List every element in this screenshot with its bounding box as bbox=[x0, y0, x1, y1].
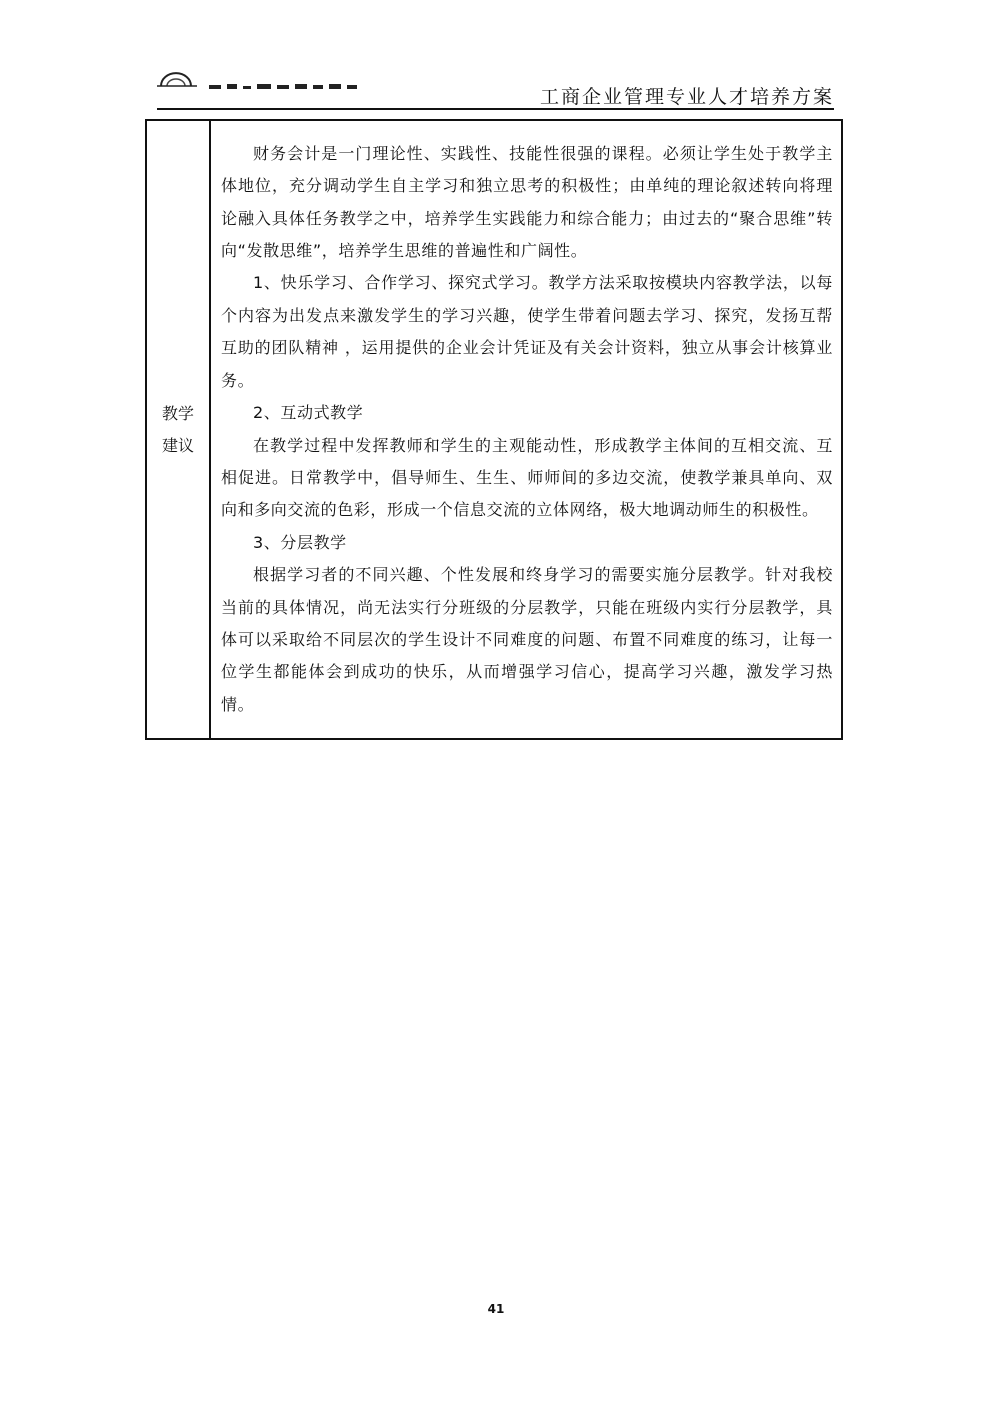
table-row bbox=[146, 120, 842, 739]
row-label-line-1: 教学 bbox=[161, 403, 194, 423]
paragraph-method-1: 1、快乐学习、合作学习、探究式学习。教学方法采取按模块内容教学法，以每个内容为出发点来激发学生的学习兴趣，使学生带着问题去学习、探究，发扬互帮互助的团队精神 ，运用提供的企业会计凭证及有关会计资料，独立从事会计核算业务。 bbox=[221, 273, 833, 390]
header-divider bbox=[157, 108, 834, 110]
document-title: 工商企业管理专业人才培养方案 bbox=[539, 86, 834, 108]
page-header bbox=[157, 68, 834, 110]
school-logo bbox=[157, 72, 377, 94]
row-label-cell bbox=[146, 120, 210, 739]
teaching-suggestion-table bbox=[145, 119, 843, 740]
row-content-cell bbox=[210, 120, 842, 739]
page-number: 41 bbox=[487, 1302, 505, 1316]
row-label-line-2: 建议 bbox=[161, 435, 194, 455]
paragraph-intro: 财务会计是一门理论性、实践性、技能性很强的课程。必须让学生处于教学主体地位，充分调动学生自主学习和独立思考的积极性；由单纯的理论叙述转向将理论融入具体任务教学之中，培养学生实践能力和综合能力；由过去的“聚合思维”转向“发散思维”，培养学生思维的普遍性和广阔性。 bbox=[221, 143, 833, 261]
heading-method-2: 2、互动式教学 bbox=[253, 403, 364, 423]
paragraph-method-3: 根据学习者的不同兴趣、个性发展和终身学习的需要实施分层教学。针对我校当前的具体情况，尚无法实行分班级的分层教学，只能在班级内实行分层教学，具体可以采取给不同层次的学生设计不同难度的问题、布置不同难度的练习，让每一位学生都能体会到成功的快乐，从而增强学习信心，提高学习兴趣，激发学习热情。 bbox=[221, 565, 833, 714]
heading-method-3: 3、分层教学 bbox=[253, 532, 347, 552]
paragraph-method-2: 在教学过程中发挥教师和学生的主观能动性，形成教学主体间的互相交流、互相促进。日常教学中，倡导师生、生生、师师间的多边交流，使教学兼具单向、双向和多向交流的色彩，形成一个信息交流的立体网络，极大地调动师生的积极性。 bbox=[221, 435, 833, 520]
